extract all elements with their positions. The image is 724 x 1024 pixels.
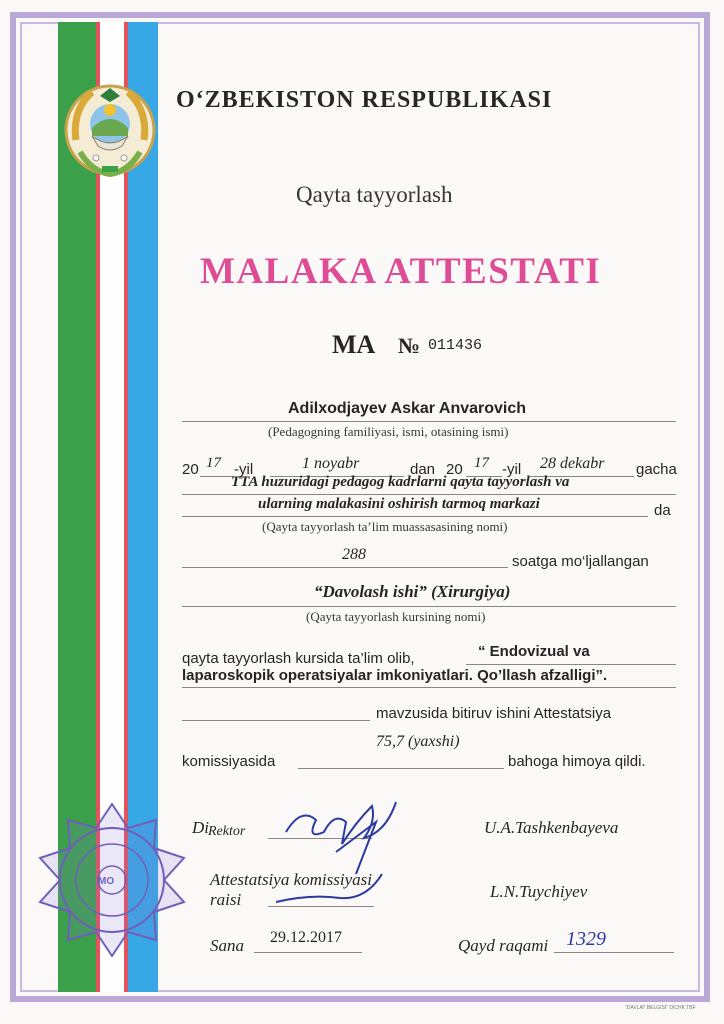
subtitle: Qayta tayyorlash	[296, 182, 453, 207]
course-name: “Davolash ishi” (Xirurgiya)	[314, 582, 511, 601]
commission-name: L.N.Tuychiyev	[490, 882, 588, 901]
thesis-suffix: mavzusida bitiruv ishini Attestatsiya	[376, 705, 612, 722]
from-date: 1 noyabr	[302, 455, 360, 472]
hours-suffix: soatga mo‘ljallangan	[512, 553, 649, 570]
institution-line-1: TTA huzuridagi pedagog kadrlarni qayta tayyorlash va	[231, 474, 570, 490]
thesis-topic-line-2: laparoskopik operatsiyalar imkoniyatlari. Qo’llash afzalligi”.	[182, 667, 608, 684]
course-caption: (Qayta tayyorlash kursining nomi)	[306, 609, 486, 624]
commission-label-line-2: raisi	[210, 890, 242, 909]
thesis-blank-line	[182, 720, 370, 721]
document-title: MALAKA ATTESTATI	[200, 251, 602, 292]
holder-name: Adilxodjayev Askar Anvarovich	[288, 400, 527, 417]
director-struck-label: Di	[192, 818, 209, 837]
grade-suffix: bahoga himoya qildi.	[508, 753, 646, 770]
commission-signature-icon	[270, 864, 390, 914]
registration-line	[554, 952, 674, 953]
series-code: MA	[332, 330, 376, 359]
registration-number: 1329	[566, 928, 606, 950]
to-century: 20	[446, 461, 463, 478]
to-date: 28 dekabr	[540, 455, 605, 472]
hours-value: 288	[342, 546, 366, 563]
thesis-prefix: qayta tayyorlash kursida ta’lim olib,	[182, 650, 415, 667]
date-label: Sana	[210, 936, 244, 955]
hours-line	[182, 567, 508, 568]
stamp-center-text: MO	[98, 876, 115, 887]
director-name: U.A.Tashkenbayeva	[484, 818, 619, 837]
institution-line-2: ularning malakasini oshirish tarmoq markazi	[258, 496, 540, 512]
date-value: 29.12.2017	[270, 929, 342, 946]
registration-label: Qayd raqami	[458, 936, 549, 955]
printer-mark: "DAVLAT BELGISI" DICHK TBF	[625, 1005, 696, 1011]
dan-label: dan	[410, 461, 436, 478]
from-year-line	[200, 476, 234, 477]
from-century: 20	[182, 461, 199, 478]
to-year: 17	[474, 455, 489, 471]
course-line	[182, 606, 676, 607]
certificate-number: 011436	[428, 337, 483, 354]
country-heading: O‘ZBEKISTON RESPUBLIKASI	[176, 87, 553, 113]
from-year-suffix: -yil	[234, 461, 254, 478]
from-year: 17	[206, 455, 221, 471]
holder-name-line	[182, 421, 676, 422]
commission-label-line-1: Attestatsiya komissiyasi	[210, 870, 372, 889]
institution-caption: (Qayta tayyorlash ta’lim muassasasining nomi)	[262, 519, 508, 534]
holder-name-caption: (Pedagogning familiyasi, ismi, otasining ismi)	[268, 424, 509, 439]
state-emblem-icon	[62, 80, 158, 180]
gacha-label: gacha	[636, 461, 677, 478]
thesis-topic-line-1-rule	[466, 664, 676, 665]
grade-prefix: komissiyasida	[182, 753, 276, 770]
director-label: Rektor	[208, 824, 246, 839]
institution-line-1-rule	[182, 494, 676, 495]
institution-line-2-rule	[182, 516, 648, 517]
thesis-topic-line-2-rule	[182, 687, 676, 688]
date-line	[254, 952, 362, 953]
thesis-topic-line-1: “ Endovizual va	[478, 643, 590, 660]
grade-value: 75,7 (yaxshi)	[376, 733, 460, 750]
institution-suffix: da	[654, 502, 671, 519]
grade-line	[298, 768, 504, 769]
number-sign: №	[398, 333, 421, 358]
to-year-suffix: -yil	[502, 461, 522, 478]
